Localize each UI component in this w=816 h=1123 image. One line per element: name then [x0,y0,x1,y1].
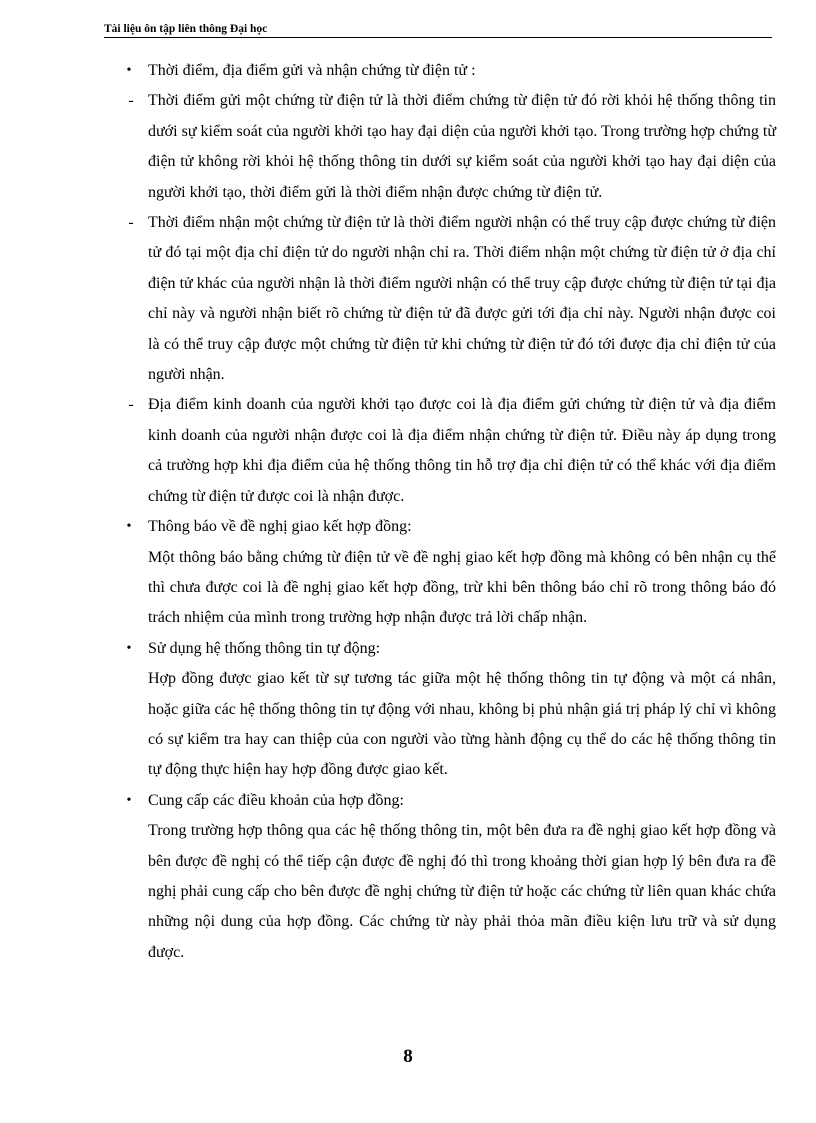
bullet-icon: • [126,640,132,656]
item-text: Thời điểm gửi một chứng từ điện tử là thời điểm chứng từ điện tử đó rời khỏi hệ thống thông tin dưới sự kiểm soát của người khởi tạo hay đại diện của người khởi tạo. Trong trường hợp chứng từ điện tử không rời khỏi hệ thống thông tin dưới sự kiểm soát của người khởi tạo hay đại diện của người khởi tạo, thời điểm gửi là thời điểm nhận được chứng từ điện tử. [148,92,776,201]
list-item [0,56,816,86]
bullet-icon: • [126,63,132,78]
item-text: Hợp đồng được giao kết từ sự tương tác giữa một hệ thống thông tin tự động và một cá nhân, hoặc giữa các hệ thống thông tin tự động với nhau, không bị phủ nhận giá trị pháp lý chỉ vì không có sự kiểm tra hay can thiệp của con người vào từng hành động cụ thể do các hệ thống thông tin tự động thực hiện hay hợp đồng được giao kết. [148,670,776,779]
paragraph [0,664,816,786]
dash-icon: - [128,214,134,232]
item-text: Trong trường hợp thông qua các hệ thống thông tin, một bên đưa ra đề nghị giao kết hợp đồng và bên được đề nghị có thể tiếp cận được đề nghị đó thì trong khoảng thời gian hợp lý bên đưa ra đề nghị phải cung cấp cho bên được đề nghị chứng từ điện tử hoặc các chứng từ liên quan khác chứa những nội dung của hợp đồng. Các chứng từ này phải thỏa mãn điều kiện lưu trữ và sử dụng được. [148,822,776,961]
list-item [0,786,816,816]
paragraph [0,543,816,634]
item-text: Thời điểm nhận một chứng từ điện tử là thời điểm người nhận có thể truy cập được chứng từ điện tử đó tại một địa chỉ điện tử do người nhận chỉ ra. Thời điểm nhận một chứng từ điện tử ở địa chỉ điện tử khác của người nhận là thời điểm người nhận có thể truy cập được chứng từ điện tử tại địa chỉ này và người nhận biết rõ chứng từ điện tử đã được gửi tới địa chỉ này. Người nhận được coi là có thể truy cập được một chứng từ điện tử khi chứng từ điện tử đó tới được địa chỉ điện tử của người nhận. [148,214,776,384]
item-text: Một thông báo bằng chứng từ điện tử về đề nghị giao kết hợp đồng mà không có bên nhận cụ thể thì chưa được coi là đề nghị giao kết hợp đồng, trừ khi bên thông báo chỉ rõ trong thông báo đó trách nhiệm của mình trong trường hợp nhận được trả lời chấp nhận. [148,548,776,627]
list-item [0,86,816,208]
item-text: Cung cấp các điều khoản của hợp đồng: [148,791,404,809]
bullet-icon: • [126,519,132,535]
dash-icon: - [128,92,134,110]
header-title: Tài liệu ôn tập liên thông Đại học [104,23,268,35]
list-item [0,512,816,542]
list-item [0,208,816,390]
paragraph [0,816,816,968]
item-text: Địa điểm kinh doanh của người khởi tạo được coi là địa điểm gửi chứng từ điện tử và địa điểm kinh doanh của người nhận được coi là địa điểm nhận chứng từ điện tử. Điều này áp dụng trong cả trường hợp khi địa điểm của hệ thống thông tin hỗ trợ địa chỉ điện tử có thể khác với địa điểm chứng từ điện tử được coi là nhận được. [148,396,776,505]
page-header [104,22,772,38]
item-text: Thời điểm, địa điểm gửi và nhận chứng từ điện tử : [148,62,476,79]
item-text: Sử dụng hệ thống thông tin tự động: [148,639,381,657]
list-item [0,634,816,664]
document-body [0,56,816,968]
bullet-icon: • [126,792,132,808]
page-number: 8 [403,1046,413,1067]
dash-icon: - [128,396,134,414]
item-text: Thông báo về đề nghị giao kết hợp đồng: [148,518,412,536]
list-item [0,390,816,512]
